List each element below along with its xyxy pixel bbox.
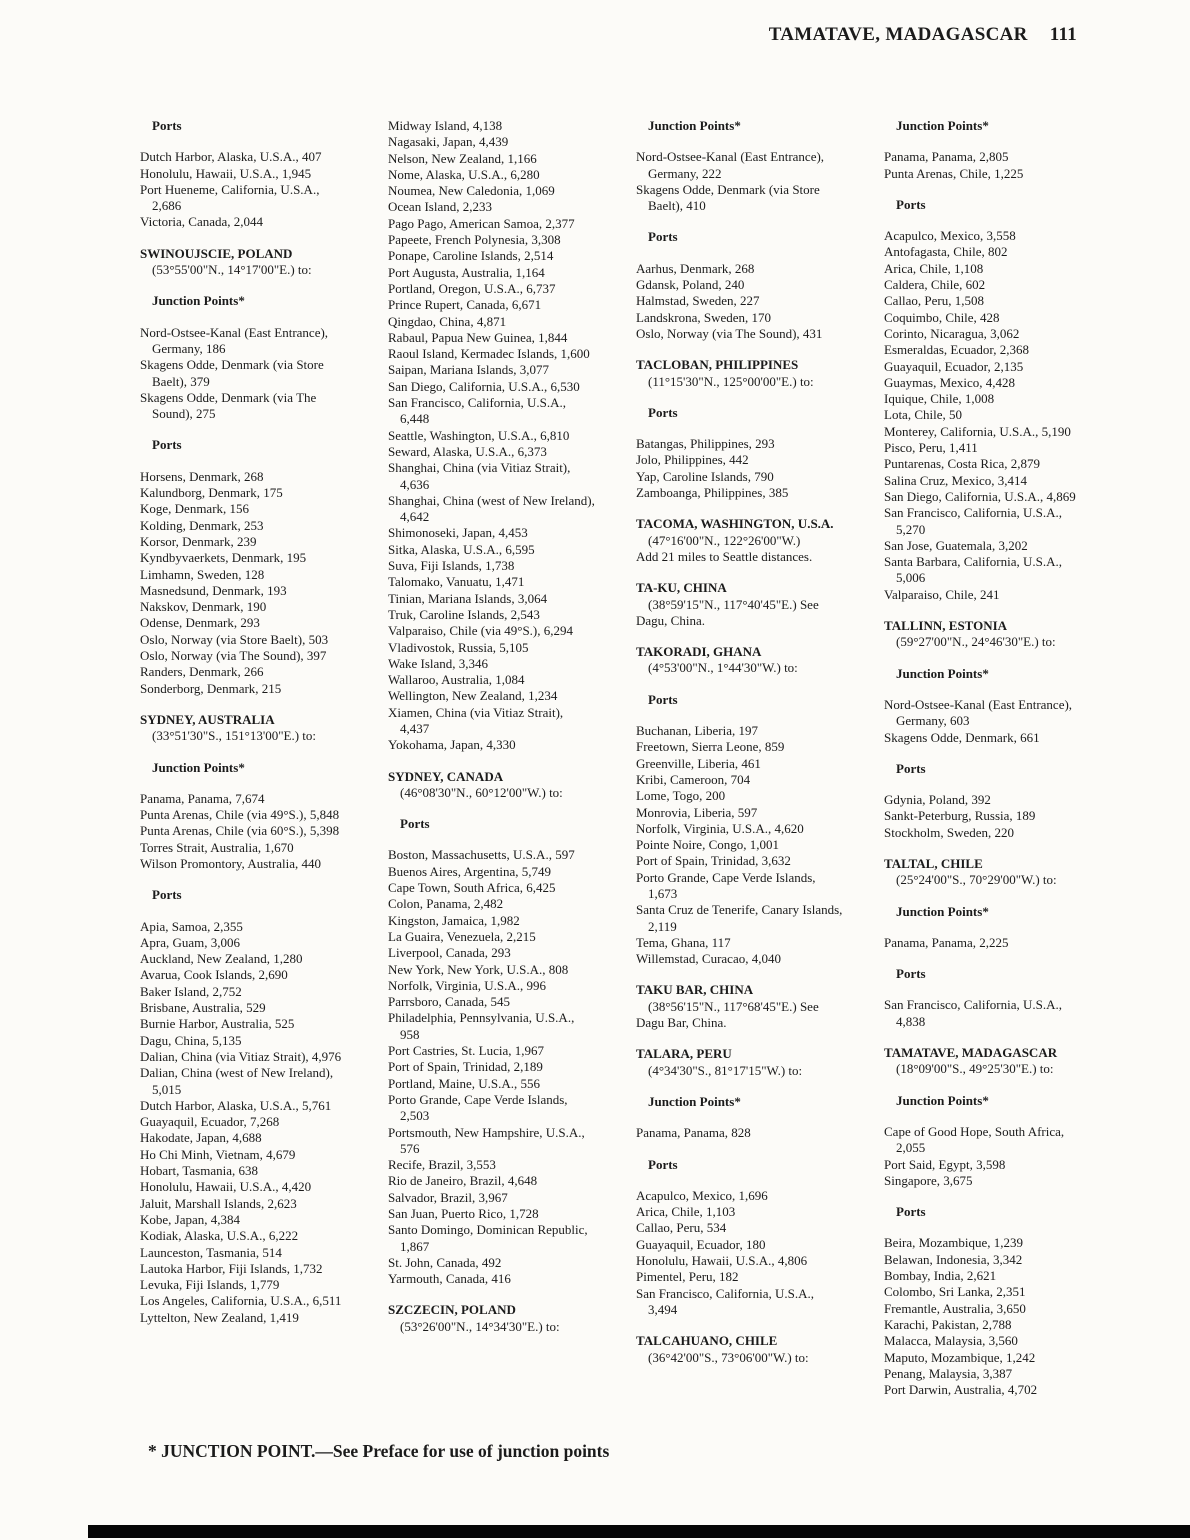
column-2 [388,118,595,1335]
distance-entry: Cape Town, South Africa, 6,425 [388,880,556,896]
distance-entry: Dutch Harbor, Alaska, U.S.A., 5,761 [140,1097,332,1113]
distance-entry: Kyndbyvaerkets, Denmark, 195 [140,550,307,566]
distance-entry: Midway Island, 4,138 [388,118,503,133]
distance-entry: Honolulu, Hawaii, U.S.A., 4,806 [636,1253,808,1269]
distance-entry: San Francisco, California, U.S.A., 6,448 [388,395,567,427]
distance-entry: Wellington, New Zealand, 1,234 [388,688,558,704]
distance-entry: Papeete, French Polynesia, 3,308 [388,232,561,248]
coordinates-line: (33°51'30"S., 151°13'00"E.) to: [152,728,316,744]
distance-entry: San Jose, Guatemala, 3,202 [884,537,1028,553]
section-subheading: Junction Points* [648,1093,741,1109]
distance-entry: Panama, Panama, 2,225 [884,934,1009,950]
distance-entry: Esmeraldas, Ecuador, 2,368 [884,342,1029,358]
section-subheading: Junction Points* [896,1092,989,1108]
distance-entry: Honolulu, Hawaii, U.S.A., 4,420 [140,1179,312,1195]
distance-entry: Yap, Caroline Islands, 790 [636,468,774,484]
distance-entry: Kodiak, Alaska, U.S.A., 6,222 [140,1228,299,1244]
distance-entry: Salina Cruz, Mexico, 3,414 [884,472,1027,488]
port-group-heading: TAKORADI, GHANA [636,644,762,660]
bottom-scan-artifact-bar [88,1525,1190,1538]
distance-entry: Kingston, Jamaica, 1,982 [388,912,520,928]
port-group-heading: TACOMA, WASHINGTON, U.S.A. [636,516,834,532]
distance-entry: Panama, Panama, 7,674 [140,790,265,806]
distance-entry: Port of Spain, Trinidad, 2,189 [388,1059,543,1075]
section-subheading: Junction Points* [896,903,989,919]
distance-entry: Skagens Odde, Denmark (via Store Baelt), 379 [140,357,324,389]
distance-entry: Port Said, Egypt, 3,598 [884,1156,1006,1172]
distance-entry: Dalian, China (west of New Ireland), 5,015 [140,1065,334,1097]
distance-entry: San Diego, California, U.S.A., 4,869 [884,488,1076,504]
section-subheading: Junction Points* [152,293,245,309]
coordinates-line: (11°15'30"N., 125°00'00"E.) to: [648,373,814,389]
distance-entry: Caldera, Chile, 602 [884,277,986,293]
distance-entry: San Francisco, California, U.S.A., 3,494 [636,1285,815,1317]
distance-entry: La Guaira, Venezuela, 2,215 [388,928,536,944]
distance-entry: Nord-Ostsee-Kanal (East Entrance), Germany, 222 [636,149,825,181]
distance-entry: Skagens Odde, Denmark (via The Sound), 275 [140,389,317,422]
coordinates-line: (4°34'30"S., 81°17'15"W.) to: [648,1062,803,1078]
distance-entry: Freetown, Sierra Leone, 859 [636,739,785,755]
distance-entry: Gdansk, Poland, 240 [636,277,745,293]
distance-entry: Liverpool, Canada, 293 [388,945,511,961]
port-group-heading: TAKU BAR, CHINA [636,982,754,998]
coordinates-line: (46°08'30"N., 60°12'00"W.) to: [400,784,563,800]
distance-entry: Halmstad, Sweden, 227 [636,293,760,309]
distance-entry: Greenville, Liberia, 461 [636,755,761,771]
distance-entry: Port of Spain, Trinidad, 3,632 [636,853,791,869]
distance-entry: Monrovia, Liberia, 597 [636,804,758,820]
section-subheading: Ports [896,966,926,982]
distance-entry: Rio de Janeiro, Brazil, 4,648 [388,1173,538,1189]
distance-entry: Limhamn, Sweden, 128 [140,566,265,582]
distance-entry: Willemstad, Curacao, 4,040 [636,951,781,967]
distance-entry: Shimonoseki, Japan, 4,453 [388,525,528,541]
section-subheading: Ports [648,1156,678,1172]
distance-entry: Truk, Caroline Islands, 2,543 [388,606,540,622]
running-header-title: TAMATAVE, MADAGASCAR [768,24,1028,45]
distance-entry: Horsens, Denmark, 268 [140,468,264,484]
distance-entry: Porto Grande, Cape Verde Islands, 1,673 [636,869,816,901]
coordinates-line: (36°42'00"S., 73°06'00"W.) to: [648,1349,809,1365]
section-subheading: Ports [152,118,182,133]
distance-entry: Penang, Malaysia, 3,387 [884,1365,1013,1381]
coordinates-line: (47°16'00"N., 122°26'00"W.) [648,532,801,548]
distance-entry: Valparaiso, Chile, 241 [884,586,1000,602]
distance-entry: Saipan, Mariana Islands, 3,077 [388,362,550,378]
distance-entry: Port Augusta, Australia, 1,164 [388,264,545,280]
section-subheading: Junction Points* [648,118,741,133]
distance-entry: Aarhus, Denmark, 268 [636,260,755,276]
coordinates-line: (4°53'00"N., 1°44'30"W.) to: [648,660,798,676]
distance-entry: Oslo, Norway (via The Sound), 431 [636,325,823,341]
distance-entry: Cape of Good Hope, South Africa, 2,055 [884,1123,1065,1156]
distance-entry: Guaymas, Mexico, 4,428 [884,374,1016,390]
coordinates-line: (59°27'00"N., 24°46'30"E.) to: [896,634,1056,650]
distance-entry: Rabaul, Papua New Guinea, 1,844 [388,329,568,345]
coordinates-line: (18°09'00"S., 49°25'30"E.) to: [896,1061,1054,1077]
section-subheading: Ports [648,691,678,707]
distance-entry: Victoria, Canada, 2,044 [140,214,264,230]
distance-entry: Panama, Panama, 2,805 [884,149,1009,165]
distance-entry: Batangas, Philippines, 293 [636,436,775,452]
distance-entry: Colon, Panama, 2,482 [388,896,504,912]
distance-entry: Guayaquil, Ecuador, 2,135 [884,358,1024,374]
distance-entry: Corinto, Nicaragua, 3,062 [884,325,1020,341]
distance-entry: Santa Barbara, California, U.S.A., 5,006 [884,554,1062,586]
distance-entry: Nord-Ostsee-Kanal (East Entrance), Germany, 186 [140,324,329,356]
distance-entry: Maputo, Mozambique, 1,242 [884,1349,1036,1365]
distance-entry: Portland, Maine, U.S.A., 556 [388,1075,541,1091]
distance-entry: Shanghai, China (west of New Ireland), 4,642 [388,492,595,525]
distance-entry: Hakodate, Japan, 4,688 [140,1130,262,1146]
running-header [769,24,1077,46]
distance-entry: Avarua, Cook Islands, 2,690 [140,967,288,983]
distance-entry: Dagu, China, 5,135 [140,1032,242,1048]
coordinates-line: (53°55'00"N., 14°17'00"E.) to: [152,262,312,278]
distance-entry: Punta Arenas, Chile (via 49°S.), 5,848 [140,807,340,823]
distance-entry: Pago Pago, American Samoa, 2,377 [388,215,575,231]
distance-entry: Nakskov, Denmark, 190 [140,599,267,615]
distance-entry: Santo Domingo, Dominican Republic, 1,867 [388,1222,588,1254]
port-group-heading: TAMATAVE, MADAGASCAR [884,1045,1058,1061]
distance-entry: Callao, Peru, 1,508 [884,293,985,309]
distance-entry: San Francisco, California, U.S.A., 5,270 [884,505,1063,537]
section-subheading: Ports [648,404,678,420]
junction-point-footnote: * JUNCTION POINT.—See Preface for use of junction points [148,1441,610,1461]
distance-entry: Ocean Island, 2,233 [388,199,492,215]
distance-entry: Guayaquil, Ecuador, 180 [636,1236,766,1252]
distance-entry: Sankt-Peterburg, Russia, 189 [884,808,1036,824]
distance-entry: Acapulco, Mexico, 3,558 [884,228,1016,244]
section-subheading: Junction Points* [896,118,989,133]
distance-entry: Gdynia, Poland, 392 [884,792,991,808]
distance-entry: Lautoka Harbor, Fiji Islands, 1,732 [140,1260,323,1276]
distance-entry: Zamboanga, Philippines, 385 [636,485,789,501]
port-group-heading: TALARA, PERU [636,1046,732,1062]
distance-entry: Puntarenas, Costa Rica, 2,879 [884,456,1040,472]
distance-entry: Los Angeles, California, U.S.A., 6,511 [140,1293,342,1309]
distance-entry: Antofagasta, Chile, 802 [884,244,1008,260]
column-1 [140,118,347,1326]
distance-entry: Apia, Samoa, 2,355 [140,918,243,934]
distance-entry: Wilson Promontory, Australia, 440 [140,855,321,871]
distance-entry: San Diego, California, U.S.A., 6,530 [388,378,580,394]
distance-entry: Skagens Odde, Denmark (via Store Baelt), 410 [636,181,820,214]
distance-entry: Masnedsund, Denmark, 193 [140,582,287,598]
distance-entry: Fremantle, Australia, 3,650 [884,1300,1026,1316]
section-subheading: Junction Points* [152,759,245,775]
distance-entry: Buchanan, Liberia, 197 [636,723,759,739]
port-group-heading: TALTAL, CHILE [884,855,983,871]
distance-entry: Seward, Alaska, U.S.A., 6,373 [388,443,547,459]
section-subheading: Ports [152,437,182,453]
distance-entry: Acapulco, Mexico, 1,696 [636,1187,768,1203]
distance-entry: Oslo, Norway (via The Sound), 397 [140,648,327,664]
distance-entry: Bombay, India, 2,621 [884,1268,997,1284]
distance-entry: Kribi, Cameroon, 704 [636,771,751,787]
distance-entry: Malacca, Malaysia, 3,560 [884,1333,1018,1349]
distance-entry: Yarmouth, Canada, 416 [388,1271,511,1287]
distance-entry: Pimentel, Peru, 182 [636,1269,739,1285]
distance-entry: New York, New York, U.S.A., 808 [388,961,569,977]
port-group-heading: TALLINN, ESTONIA [884,618,1008,634]
port-group-heading: SZCZECIN, POLAND [388,1302,516,1318]
port-group-heading: SYDNEY, AUSTRALIA [140,711,275,727]
distance-entry: Apra, Guam, 3,006 [140,934,241,950]
distance-entry: Port Castries, St. Lucia, 1,967 [388,1043,544,1059]
distance-entry: Skagens Odde, Denmark, 661 [884,729,1040,745]
distance-entry: Lome, Togo, 200 [636,788,726,804]
distance-entry: Talomako, Vanuatu, 1,471 [388,574,525,590]
distance-entry: Torres Strait, Australia, 1,670 [140,839,294,855]
distance-entry: Qingdao, China, 4,871 [388,313,507,329]
distance-entry: Levuka, Fiji Islands, 1,779 [140,1277,280,1293]
section-subheading: Ports [152,887,182,903]
distance-entry: Guayaquil, Ecuador, 7,268 [140,1114,280,1130]
distance-entry: Kalundborg, Denmark, 175 [140,485,283,501]
section-subheading: Ports [896,196,926,212]
distance-entry: Ponape, Caroline Islands, 2,514 [388,248,554,264]
section-subheading: Ports [648,229,678,245]
distance-entry: Oslo, Norway (via Store Baelt), 503 [140,631,329,647]
distance-entry: Beira, Mozambique, 1,239 [884,1235,1023,1251]
distance-entry: Punta Arenas, Chile (via 60°S.), 5,398 [140,823,340,839]
port-group-heading: SWINOUJSCIE, POLAND [140,245,293,261]
distance-entry: Shanghai, China (via Vitiaz Strait), 4,636 [388,460,571,492]
distance-entry: Philadelphia, Pennsylvania, U.S.A., 958 [388,1010,575,1042]
distance-entry: Odense, Denmark, 293 [140,615,260,631]
coordinates-line: (25°24'00"S., 70°29'00"W.) to: [896,872,1057,888]
text-columns [140,118,1092,1398]
distance-entry: Launceston, Tasmania, 514 [140,1244,282,1260]
distance-entry: Norfolk, Virginia, U.S.A., 996 [388,977,546,993]
distance-entry: Porto Grande, Cape Verde Islands, 2,503 [388,1091,568,1124]
distance-entry: Randers, Denmark, 266 [140,664,264,680]
distance-entry: Salvador, Brazil, 3,967 [388,1189,508,1205]
distance-entry: Xiamen, China (via Vitiaz Strait), 4,437 [388,704,564,736]
distance-entry: Tema, Ghana, 117 [636,934,731,950]
distance-entry: Sitka, Alaska, U.S.A., 6,595 [388,541,535,557]
distance-entry: Dutch Harbor, Alaska, U.S.A., 407 [140,149,322,165]
distance-entry: Korsor, Denmark, 239 [140,533,257,549]
distance-entry: Nome, Alaska, U.S.A., 6,280 [388,166,540,182]
port-group-heading: SYDNEY, CANADA [388,768,504,784]
distance-entry: Iquique, Chile, 1,008 [884,391,995,407]
distance-entry: Tinian, Mariana Islands, 3,064 [388,590,548,606]
page-number: 111 [1049,24,1077,45]
distance-entry: Hobart, Tasmania, 638 [140,1163,258,1179]
distance-entry: Lota, Chile, 50 [884,407,962,423]
distance-entry: Boston, Massachusetts, U.S.A., 597 [388,847,575,863]
distance-entry: St. John, Canada, 492 [388,1254,502,1270]
distance-entry: Seattle, Washington, U.S.A., 6,810 [388,427,570,443]
distance-entry: Panama, Panama, 828 [636,1125,751,1141]
distance-entry: Wallaroo, Australia, 1,084 [388,672,525,688]
distance-entry: Ho Chi Minh, Vietnam, 4,679 [140,1146,296,1162]
coordinates-line: (53°26'00"N., 14°34'30"E.) to: [400,1318,560,1334]
distance-entry: Portland, Oregon, U.S.A., 6,737 [388,280,556,296]
coordinates-line: (38°59'15"N., 117°40'45"E.) See Dagu, China. [636,596,819,628]
distance-entry: Baker Island, 2,752 [140,983,242,999]
column-3 [636,118,843,1366]
distance-entry: Lyttelton, New Zealand, 1,419 [140,1309,299,1325]
distance-entry: Jolo, Philippines, 442 [636,452,749,468]
distance-entry: Port Hueneme, California, U.S.A., 2,686 [140,181,320,214]
port-group-heading: TA-KU, CHINA [636,580,727,596]
distance-entry: Landskrona, Sweden, 170 [636,309,772,325]
distance-entry: Callao, Peru, 534 [636,1220,727,1236]
distance-entry: Jaluit, Marshall Islands, 2,623 [140,1195,297,1211]
distance-entry: Recife, Brazil, 3,553 [388,1157,496,1173]
section-subheading: Ports [896,760,926,776]
distance-entry: Portsmouth, New Hampshire, U.S.A., 576 [388,1124,585,1156]
distance-entry: Wake Island, 3,346 [388,655,489,671]
distance-entry: Auckland, New Zealand, 1,280 [140,951,303,967]
distance-entry: Brisbane, Australia, 529 [140,1000,266,1016]
distance-entry: Monterey, California, U.S.A., 5,190 [884,423,1071,439]
distance-entry: San Francisco, California, U.S.A., 4,838 [884,997,1063,1029]
distance-entry: Burnie Harbor, Australia, 525 [140,1016,295,1032]
distance-entry: Punta Arenas, Chile, 1,225 [884,165,1024,181]
distance-entry: Prince Rupert, Canada, 6,671 [388,297,542,313]
distance-entry: Belawan, Indonesia, 3,342 [884,1251,1023,1267]
distance-entry: Valparaiso, Chile (via 49°S.), 6,294 [388,623,574,639]
distance-entry: Dalian, China (via Vitiaz Strait), 4,976 [140,1048,342,1064]
distance-entry: Kobe, Japan, 4,384 [140,1211,241,1227]
distance-entry: Parrsboro, Canada, 545 [388,994,511,1010]
distance-entry: San Juan, Puerto Rico, 1,728 [388,1206,539,1221]
distance-entry: Nagasaki, Japan, 4,439 [388,134,509,150]
distance-entry: Noumea, New Caledonia, 1,069 [388,183,555,199]
distance-entry: Buenos Aires, Argentina, 5,749 [388,863,551,879]
distance-entry: Arica, Chile, 1,108 [884,260,984,276]
distance-entry: Vladivostok, Russia, 5,105 [388,639,529,655]
section-subheading: Ports [400,816,430,832]
distance-entry: Colombo, Sri Lanka, 2,351 [884,1284,1026,1300]
distance-entry: Pointe Noire, Congo, 1,001 [636,837,779,853]
distance-entry: Singapore, 3,675 [884,1172,973,1188]
distance-entry: Karachi, Pakistan, 2,788 [884,1316,1012,1332]
distance-entry: Pisco, Peru, 1,411 [884,440,978,456]
distance-entry: Port Darwin, Australia, 4,702 [884,1382,1038,1398]
distance-entry: Stockholm, Sweden, 220 [884,824,1014,840]
port-group-heading: TALCAHUANO, CHILE [636,1333,778,1349]
distance-entry: Santa Cruz de Tenerife, Canary Islands, 2,119 [636,902,843,934]
distance-entry: Nord-Ostsee-Kanal (East Entrance), Germany, 603 [884,696,1073,729]
distance-entry: Suva, Fiji Islands, 1,738 [388,558,515,574]
section-subheading: Junction Points* [896,665,989,681]
distance-entry: Koge, Denmark, 156 [140,501,250,517]
distance-entry: Coquimbo, Chile, 428 [884,309,1000,325]
distance-entry: Yokohama, Japan, 4,330 [388,737,516,753]
note-line: Add 21 miles to Seattle distances. [636,548,813,564]
distance-entry: Arica, Chile, 1,103 [636,1204,736,1220]
distance-entry: Nelson, New Zealand, 1,166 [388,150,537,166]
port-group-heading: TACLOBAN, PHILIPPINES [636,357,799,373]
distance-entry: Norfolk, Virginia, U.S.A., 4,620 [636,820,804,836]
distance-entry: Kolding, Denmark, 253 [140,517,264,533]
distance-entry: Sonderborg, Denmark, 215 [140,680,282,696]
distance-entry: Honolulu, Hawaii, U.S.A., 1,945 [140,165,312,181]
distance-entry: Raoul Island, Kermadec Islands, 1,600 [388,346,590,362]
column-4 [884,118,1091,1398]
coordinates-line: (38°56'15"N., 117°68'45"E.) See Dagu Bar, China. [636,998,819,1031]
section-subheading: Ports [896,1204,926,1220]
